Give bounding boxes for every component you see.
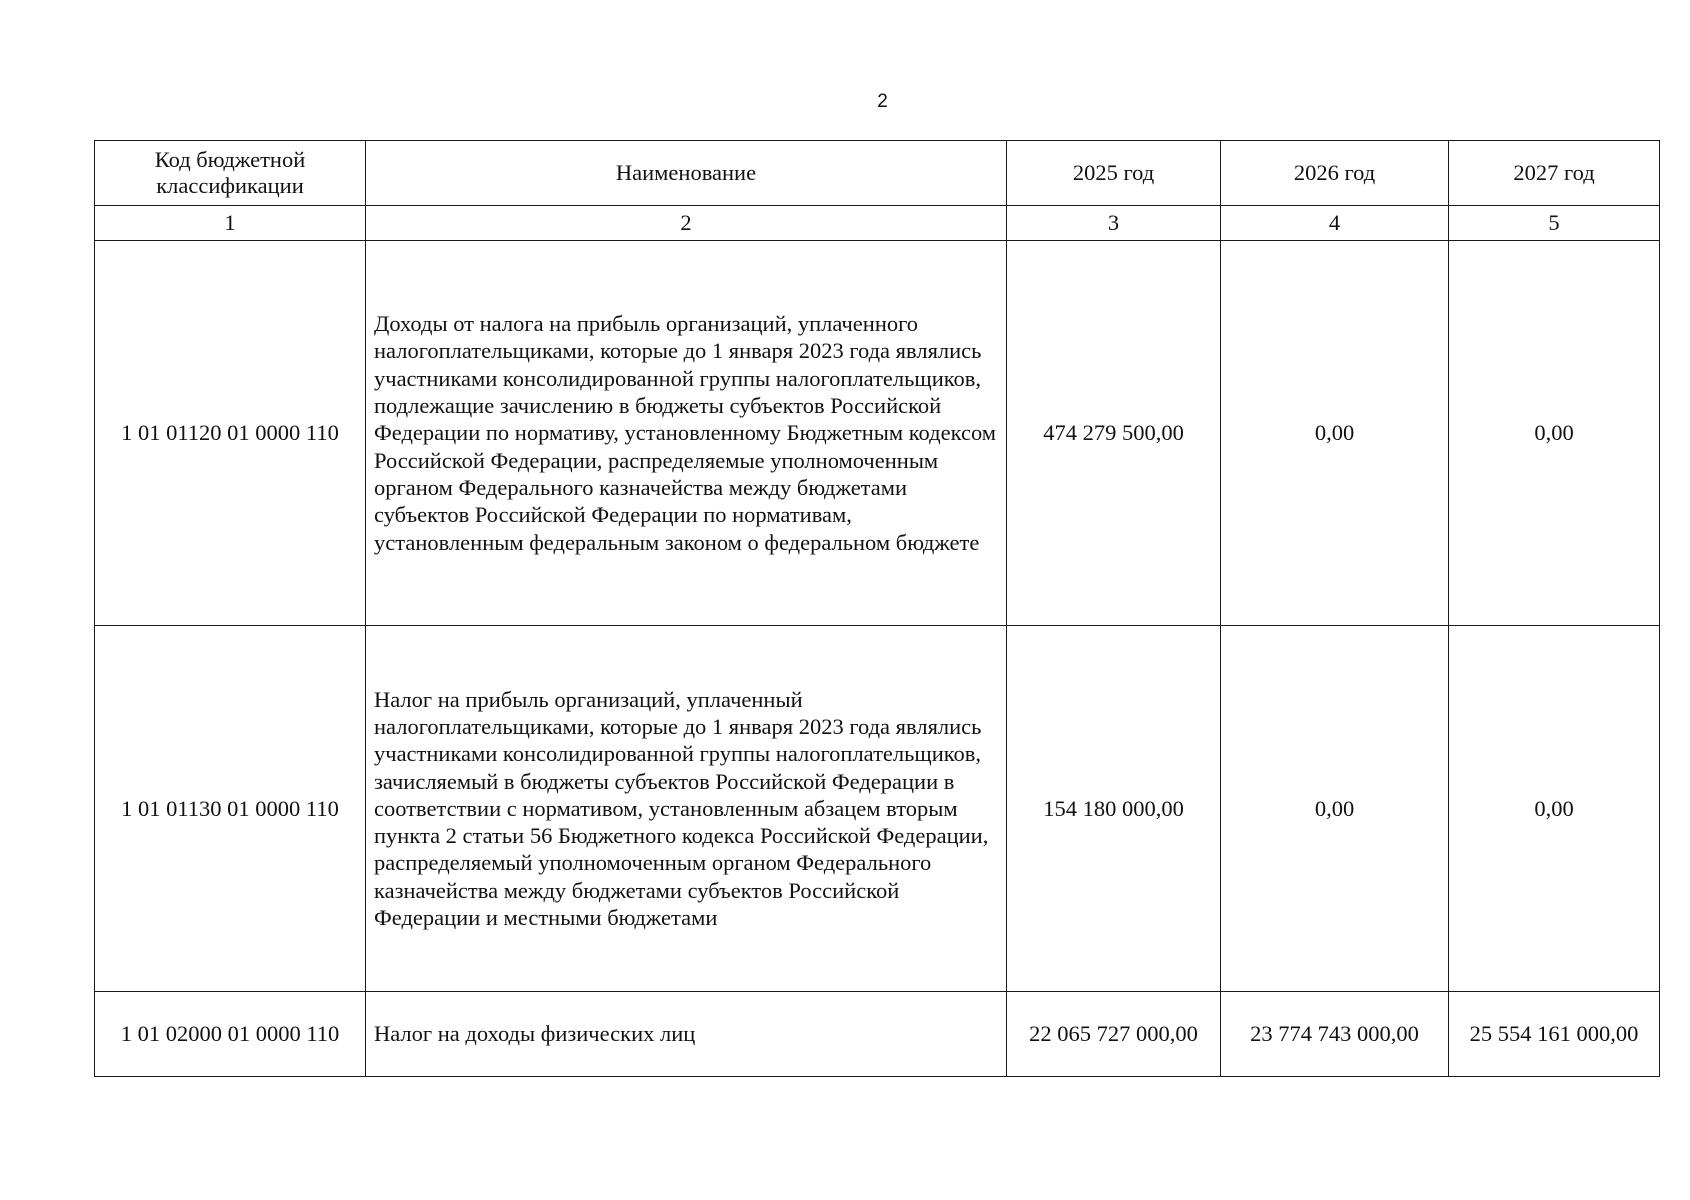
column-number: 4 xyxy=(1221,206,1449,241)
value-2026-cell: 0,00 xyxy=(1221,241,1449,626)
table-row xyxy=(95,241,1660,626)
header-budget-code: Код бюджетной классификации xyxy=(95,141,366,206)
header-year-2027: 2027 год xyxy=(1449,141,1660,206)
column-number: 5 xyxy=(1449,206,1660,241)
revenue-name-cell: Налог на прибыль организаций, уплаченный налогоплательщиками, которые до 1 января 2023 года являлись участниками консолидированной группы налогоплательщиков, зачисляемый в бюджеты субъектов Российской Федерации в соответствии с нормативом, установленным абзацем вторым пункта 2 статьи 56 Бюджетного кодекса Российской Федерации, распределяемый уполномоченным органом Федерального казначейства между бюджетами субъектов Российской Федерации и местными бюджетами xyxy=(366,626,1007,992)
budget-code-cell: 1 01 01130 01 0000 110 xyxy=(95,626,366,992)
column-number: 2 xyxy=(366,206,1007,241)
table-row xyxy=(95,992,1660,1077)
value-2027-cell: 0,00 xyxy=(1449,241,1660,626)
column-number: 1 xyxy=(95,206,366,241)
budget-revenue-table xyxy=(94,140,1660,1077)
value-2026-cell: 23 774 743 000,00 xyxy=(1221,992,1449,1077)
value-2025-cell: 474 279 500,00 xyxy=(1007,241,1221,626)
column-number-row xyxy=(95,206,1660,241)
value-2026-cell: 0,00 xyxy=(1221,626,1449,992)
value-2027-cell: 25 554 161 000,00 xyxy=(1449,992,1660,1077)
value-2027-cell: 0,00 xyxy=(1449,626,1660,992)
budget-code-cell: 1 01 02000 01 0000 110 xyxy=(95,992,366,1077)
header-year-2025: 2025 год xyxy=(1007,141,1221,206)
header-year-2026: 2026 год xyxy=(1221,141,1449,206)
budget-code-cell: 1 01 01120 01 0000 110 xyxy=(95,241,366,626)
page-number: 2 xyxy=(877,91,888,112)
table-header-row xyxy=(95,141,1660,206)
table-row xyxy=(95,626,1660,992)
column-number: 3 xyxy=(1007,206,1221,241)
revenue-name-cell: Налог на доходы физических лиц xyxy=(366,992,1007,1077)
value-2025-cell: 22 065 727 000,00 xyxy=(1007,992,1221,1077)
value-2025-cell: 154 180 000,00 xyxy=(1007,626,1221,992)
revenue-name-cell: Доходы от налога на прибыль организаций, уплаченного налогоплательщиками, которые до 1 января 2023 года являлись участниками консолидированной группы налогоплательщиков, подлежащие зачислению в бюджеты субъектов Российской Федерации по нормативу, установленному Бюджетным кодексом Российской Федерации, распределяемые уполномоченным органом Федерального казначейства между бюджетами субъектов Российской Федерации по нормативам, установленным федеральным законом о федеральном бюджете xyxy=(366,241,1007,626)
header-name: Наименование xyxy=(366,141,1007,206)
